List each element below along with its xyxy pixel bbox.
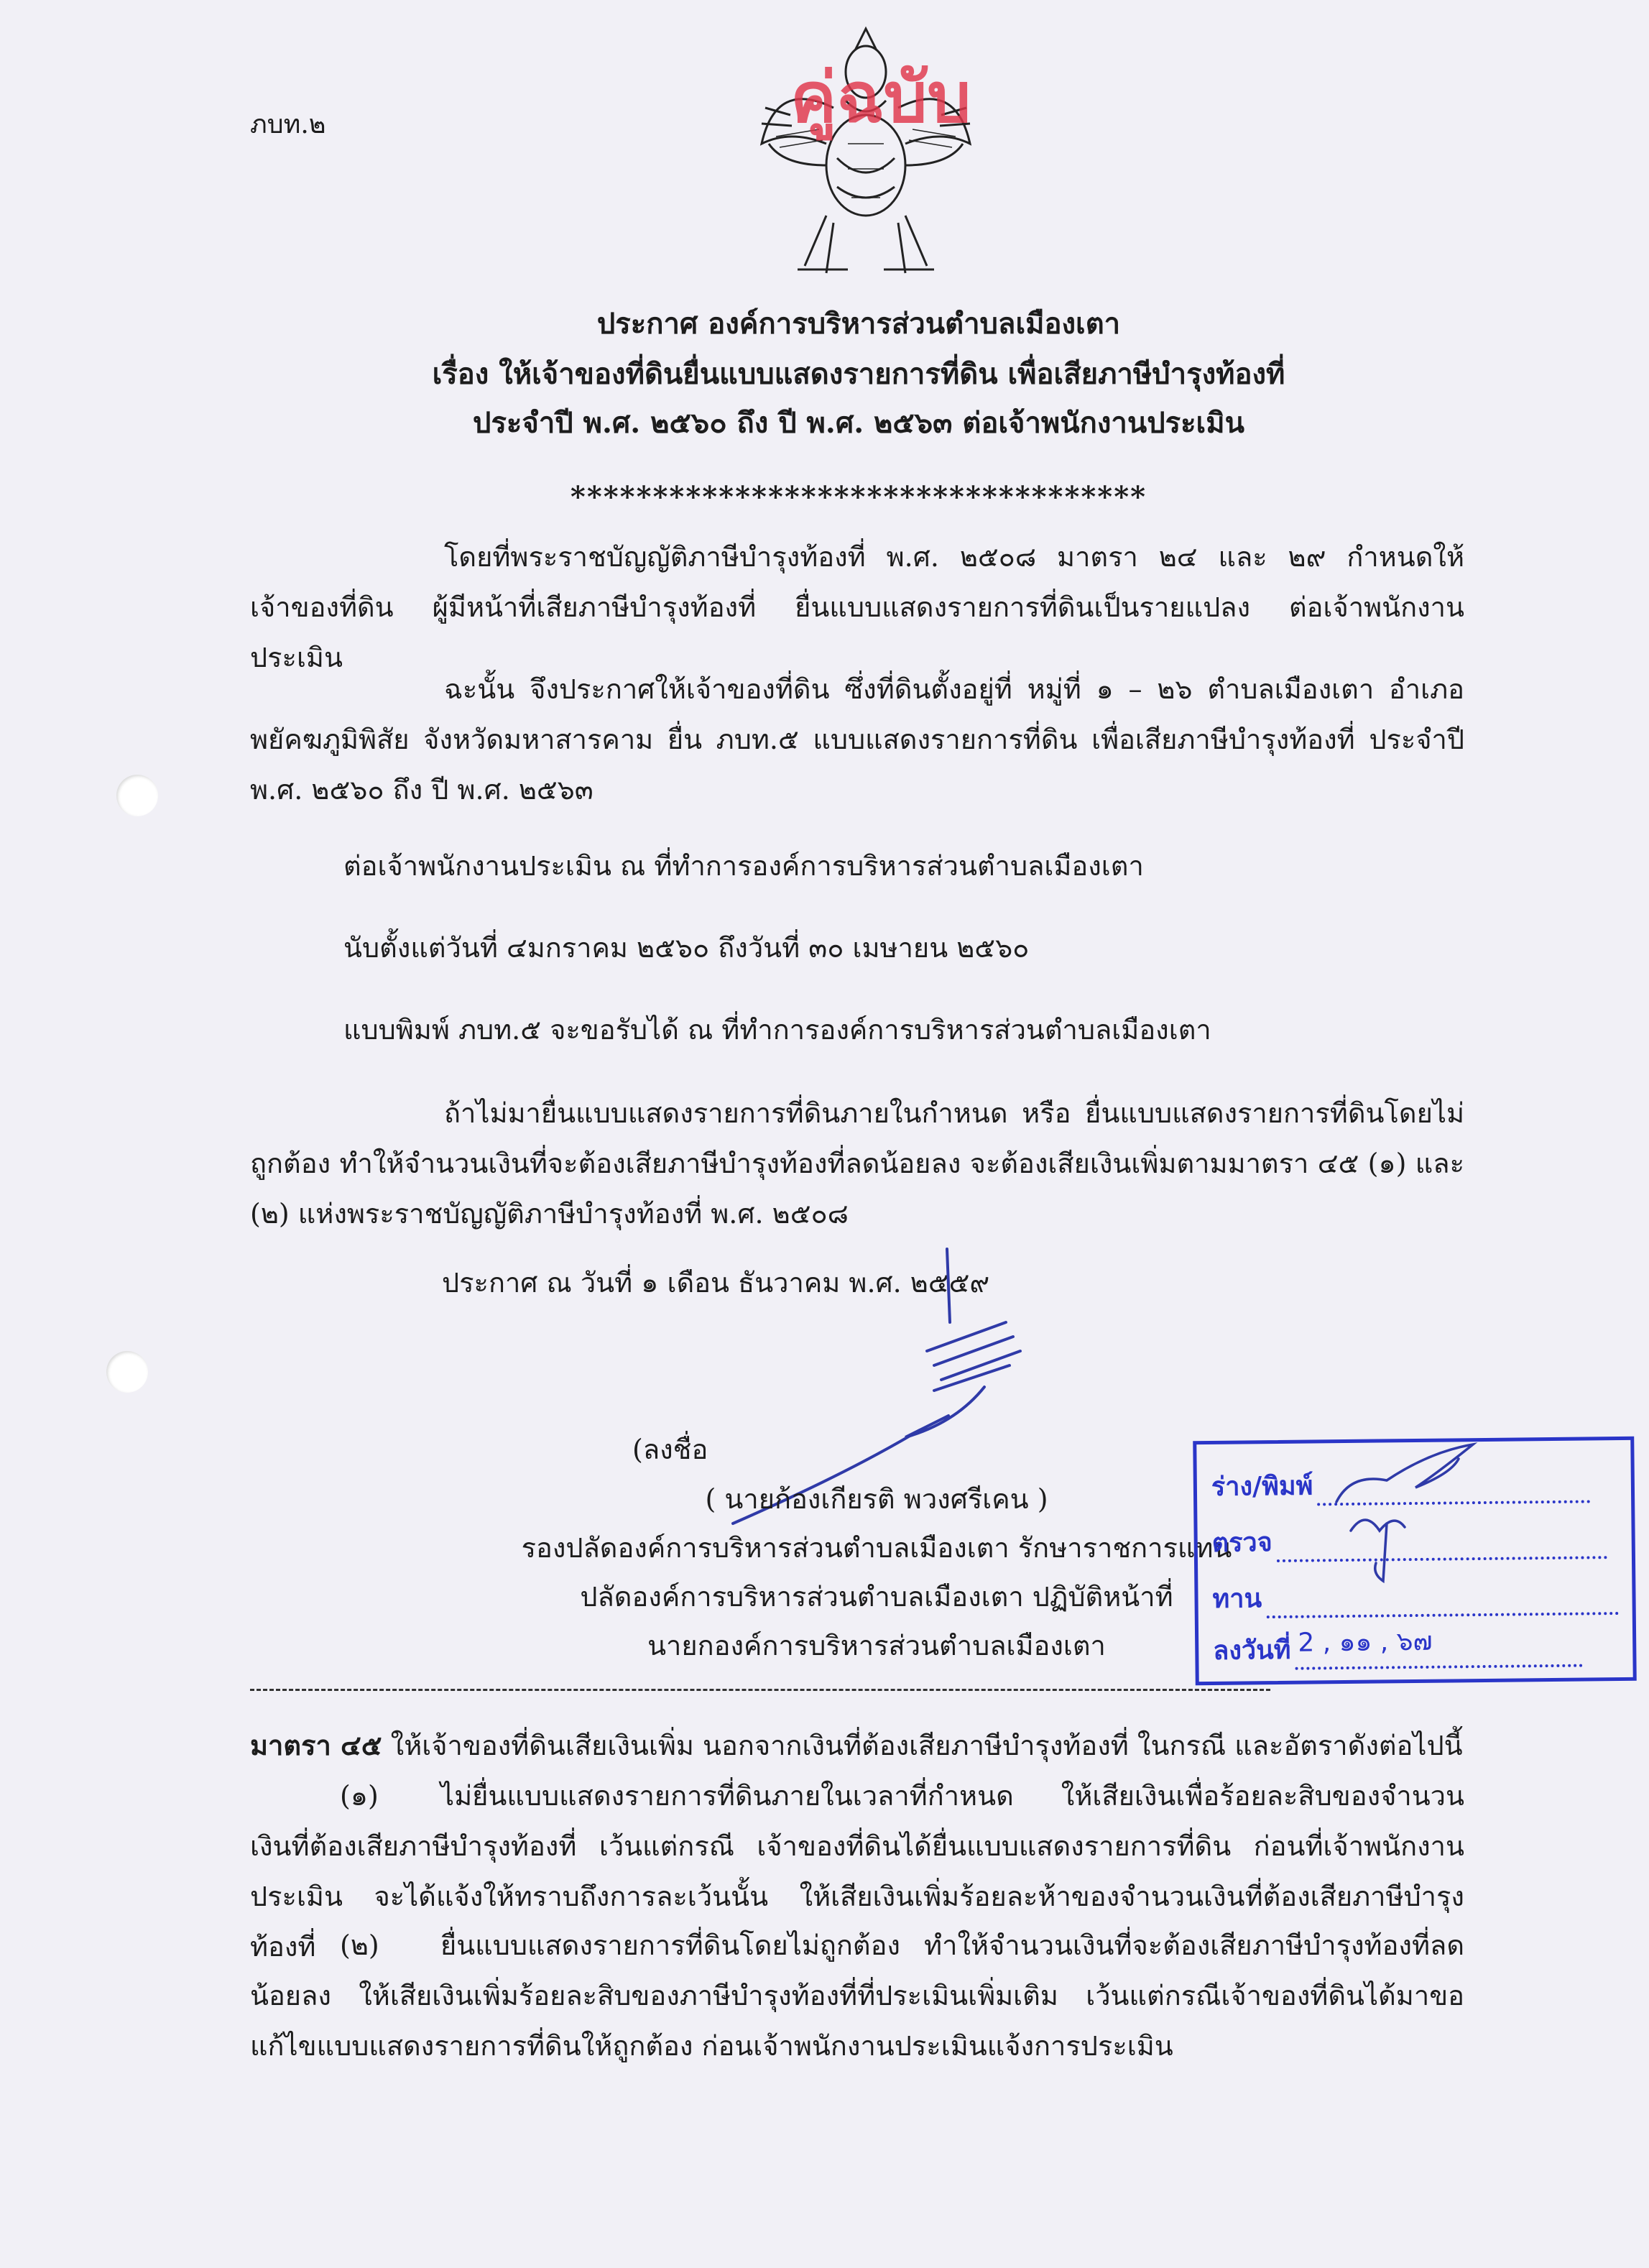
paragraph-2 [250, 664, 1464, 815]
item-2-text: ยื่นแบบแสดงรายการที่ดินโดยไม่ถูกต้อง ทำให้จำนวนเงินที่จะต้องเสียภาษีบำรุงท้องที่ลดน้อยลง ให้เสียเงินเพิ่มร้อยละสิบของภาษีบำรุงท้องที่ที่ประเมินเพิ่มเติม เว้นแต่กรณีเจ้าของที่ดินได้มาขอแก้ไขแบบแสดงรายการที่ดินให้ถูกต้อง ก่อนเจ้าพนักงานประเมินแจ้งการประเมิน [250, 1930, 1464, 2062]
item-2-number: (๒) [340, 1930, 379, 1961]
item-1-text: ไม่ยื่นแบบแสดงรายการที่ดินภายในเวลาที่กำหนด ให้เสียเงินเพื่อร้อยละสิบของจำนวนเงินที่ต้องเสียภาษีบำรุงท้องที่ เว้นแต่กรณี เจ้าของที่ดินได้ยื่นแบบแสดงรายการที่ดิน ก่อนที่เจ้าพนักงานประเมิน จะได้แจ้งให้ทราบถึงการละเว้นนั้น ให้เสียเงินเพิ่มร้อยละห้าของจำนวนเงินที่ต้องเสียภาษีบำรุงท้องที่ [250, 1780, 1464, 1963]
initials-mark [1308, 1430, 1538, 1610]
section-item-2 [250, 1920, 1464, 2071]
announcement-date: ประกาศ ณ วันที่ ๑ เดือน ธันวาคม พ.ศ. ๒๕๕๙ [442, 1267, 990, 1299]
form-pickup: แบบพิมพ์ ภบท.๕ จะขอรับได้ ณ ที่ทำการองค์การบริหารส่วนตำบลเมืองเตา [343, 1014, 1211, 1046]
form-code: ภบท.๒ [250, 110, 326, 139]
copy-stamp: คู่ฉบับ [790, 57, 971, 138]
section-text: ให้เจ้าของที่ดินเสียเงินเพิ่ม นอกจากเงินที่ต้องเสียภาษีบำรุงท้องที่ ในกรณี และอัตราดังต่อไปนี้ [382, 1730, 1463, 1761]
stamp-row-review: ทาน [1212, 1574, 1618, 1619]
signer-position-2: ปลัดองค์การบริหารส่วนตำบลเมืองเตา ปฏิบัติหน้าที่ [580, 1581, 1173, 1613]
section-divider [250, 1689, 1270, 1691]
section-45-heading [250, 1720, 1464, 1771]
title-line-2: เรื่อง ให้เจ้าของที่ดินยื่นแบบแสดงรายการที่ดิน เพื่อเสียภาษีบำรุงท้องที่ [432, 357, 1285, 391]
punch-hole [116, 775, 158, 816]
paragraph-2-text: ฉะนั้น จึงประกาศให้เจ้าของที่ดิน ซึ่งที่ดินตั้งอยู่ที่ หมู่ที่ ๑ – ๒๖ ตำบลเมืองเตา อำเภอพยัคฆภูมิพิสัย จังหวัดมหาสารคาม ยื่น ภบท.๕ แบบแสดงรายการที่ดิน เพื่อเสียภาษีบำรุงท้องที่ ประจำปี พ.ศ. ๒๕๖๐ ถึง ปี พ.ศ. ๒๕๖๓ [250, 673, 1464, 806]
item-1-number: (๑) [340, 1780, 379, 1812]
submission-period: นับตั้งแต่วันที่ ๔มกราคม ๒๕๖๐ ถึงวันที่ ๓๐ เมษายน ๒๕๖๐ [343, 932, 1030, 964]
paragraph-1-text: โดยที่พระราชบัญญัติภาษีบำรุงท้องที่ พ.ศ. ๒๕๐๘ มาตรา ๒๔ และ ๒๙ กำหนดให้เจ้าของที่ดิน ผู้มีหน้าที่เสียภาษีบำรุงท้องที่ ยื่นแบบแสดงรายการที่ดินเป็นรายแปลง ต่อเจ้าพนักงานประเมิน [250, 541, 1464, 673]
stamp-row-check: ตรวจ [1211, 1518, 1607, 1563]
title-line-3: ประจำปี พ.ศ. ๒๕๖๐ ถึง ปี พ.ศ. ๒๕๖๓ ต่อเจ้าพนักงานประเมิน [473, 406, 1244, 440]
paragraph-1 [250, 532, 1464, 683]
section-label: มาตรา ๔๕ [250, 1729, 382, 1761]
stamp-date-values: 2 , ๑๑ , ๖๗ [1298, 1626, 1433, 1658]
punch-hole [106, 1351, 148, 1393]
sign-label: (ลงชื่อ [632, 1434, 708, 1465]
paragraph-3-text: ถ้าไม่มายื่นแบบแสดงรายการที่ดินภายในกำหนด หรือ ยื่นแบบแสดงรายการที่ดินโดยไม่ถูกต้อง ทำให้จำนวนเงินที่จะต้องเสียภาษีบำรุงท้องที่ลดน้อยลง จะต้องเสียเงินเพิ่มตามมาตรา ๔๕ (๑) และ (๒) แห่งพระราชบัญญัติภาษีบำรุงท้องที่ พ.ศ. ๒๕๐๘ [250, 1097, 1464, 1230]
stamp-row-date: ลงวันที่ 2 , ๑๑ , ๖๗ [1213, 1626, 1583, 1671]
stamp-row-draft: ร่าง/พิมพ์ [1211, 1462, 1591, 1507]
submission-place: ต่อเจ้าพนักงานประเมิน ณ ที่ทำการองค์การบริหารส่วนตำบลเมืองเตา [343, 850, 1144, 882]
title-line-1: ประกาศ องค์การบริหารส่วนตำบลเมืองเตา [596, 307, 1121, 341]
separator-stars: *********************************** [570, 480, 1147, 514]
signer-name: ( นายก้องเกียรติ พวงศรีเคน ) [705, 1483, 1048, 1515]
signer-position-1: รองปลัดองค์การบริหารส่วนตำบลเมืองเตา รักษาราชการแทน [521, 1532, 1232, 1564]
paragraph-3 [250, 1088, 1464, 1239]
signer-position-3: นายกองค์การบริหารส่วนตำบลเมืองเตา [647, 1630, 1106, 1661]
